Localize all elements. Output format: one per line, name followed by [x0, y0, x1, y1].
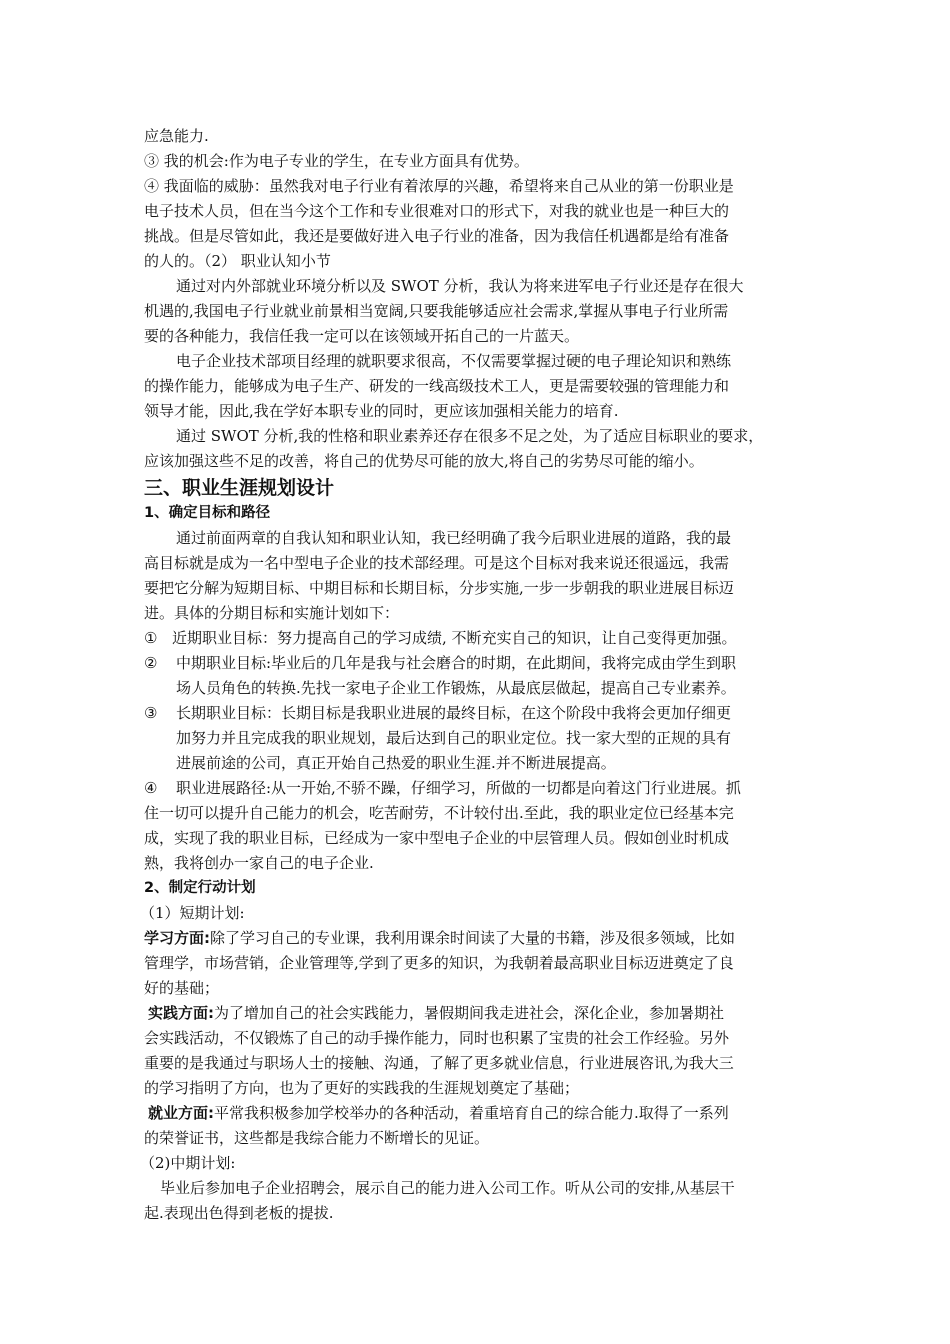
- text-line: 好的基础；: [144, 979, 220, 997]
- subsection-heading: 1、确定目标和路径: [144, 505, 271, 521]
- text-line: 通过 SWOT 分析,我的性格和职业素养还存在很多不足之处，为了适应目标职业的要求，: [176, 427, 764, 445]
- job-label: 就业方面:: [148, 1104, 214, 1122]
- text-line: 通过前面两章的自我认知和职业认知，我已经明确了我今后职业进展的道路，我的最: [176, 529, 732, 547]
- text-line: 管理学，市场营销，企业管理等,学到了更多的知识，为我朝着最高职业目标迈进奠定了良: [144, 954, 734, 972]
- list-item: 成，实现了我的职业目标，已经成为一家中型电子企业的中层管理人员。假如创业时机成: [144, 829, 730, 847]
- text-line: 电子企业技术部项目经理的就职要求很高，不仅需要掌握过硬的电子理论知识和熟练: [176, 352, 732, 370]
- list-number: ④: [144, 779, 158, 797]
- plan-heading: （1）短期计划:: [140, 904, 245, 922]
- list-item: 中期职业目标:毕业后的几年是我与社会磨合的时期，在此期间，我将完成由学生到职: [176, 654, 737, 672]
- paragraph-line: 实践方面:为了增加自己的社会实践能力，暑假期间我走进社会，深化企业，参加暑期社: [148, 1004, 725, 1022]
- list-item: 近期职业目标：努力提高自己的学习成绩, 不断充实自己的知识，让自己变得更加强。: [172, 629, 737, 647]
- list-item: 长期职业目标：长期目标是我职业进展的最终目标，在这个阶段中我将会更加仔细更: [176, 704, 732, 722]
- text-line: 要把它分解为短期目标、中期目标和长期目标，分步实施,一步一步朝我的职业进展目标迈: [144, 579, 734, 597]
- paragraph-line: 学习方面:除了学习自己的专业课，我利用课余时间读了大量的书籍，涉及很多领域，比如: [144, 929, 736, 947]
- text-line: 进。具体的分期目标和实施计划如下：: [144, 604, 400, 622]
- section-heading: 三、职业生涯规划设计: [144, 477, 335, 499]
- list-item: 场人员角色的转换.先找一家电子企业工作锻炼，从最底层做起，提高自己专业素养。: [176, 679, 736, 697]
- text-line: 机遇的,我国电子行业就业前景相当宽阔,只要我能够适应社会需求,掌握从事电子行业所需: [144, 302, 729, 320]
- text-line: 毕业后参加电子企业招聘会，展示自己的能力进入公司工作。听从公司的安排,从基层干: [160, 1179, 735, 1197]
- paragraph-line: 就业方面:平常我积极参加学校举办的各种活动，着重培育自己的综合能力.取得了一系列: [148, 1104, 729, 1122]
- subsection-heading: 2、制定行动计划: [144, 880, 256, 896]
- list-number: ②: [144, 654, 158, 672]
- text-line: 起.表现出色得到老板的提拔.: [144, 1204, 334, 1222]
- list-number: ③: [144, 704, 158, 722]
- list-item: 熟，我将创办一家自己的电子企业.: [144, 854, 374, 872]
- list-number: ①: [144, 629, 158, 647]
- text-line: 电子技术人员，但在当今这个工作和专业很难对口的形式下，对我的就业也是一种巨大的: [144, 202, 730, 220]
- practice-label: 实践方面:: [148, 1004, 214, 1022]
- list-item: 加努力并且完成我的职业规划，最后达到自己的职业定位。找一家大型的正规的具有: [176, 729, 732, 747]
- text-line: 的学习指明了方向，也为了更好的实践我的生涯规划奠定了基础；: [144, 1079, 580, 1097]
- text-line: 要的各种能力，我信任我一定可以在该领域开拓自己的一片蓝天。: [144, 327, 580, 345]
- text-line: 通过对内外部就业环境分析以及 SWOT 分析，我认为将来进军电子行业还是存在很大: [176, 277, 744, 295]
- text-line: 应急能力.: [144, 127, 209, 145]
- text-line: 的荣誉证书，这些都是我综合能力不断增长的见证。: [144, 1129, 490, 1147]
- list-item: 住一切可以提升自己能力的机会，吃苦耐劳，不计较付出.至此，我的职业定位已经基本完: [144, 804, 734, 822]
- list-item: 进展前途的公司，真正开始自己热爱的职业生涯.并不断进展提高。: [176, 754, 616, 772]
- list-item: 职业进展路径:从一开始,不骄不躁，仔细学习，所做的一切都是向着这门行业进展。抓: [176, 779, 741, 797]
- study-label: 学习方面:: [144, 929, 210, 947]
- text-line: 重要的是我通过与职场人士的接触、沟通，了解了更多就业信息，行业进展咨讯,为我大三: [144, 1054, 734, 1072]
- text-line: ④ 我面临的威胁：虽然我对电子行业有着浓厚的兴趣，希望将来自己从业的第一份职业是: [144, 177, 734, 195]
- text-line: 的操作能力，能够成为电子生产、研发的一线高级技术工人，更是需要较强的管理能力和: [144, 377, 730, 395]
- text-line: 领导才能，因此,我在学好本职专业的同时，更应该加强相关能力的培育.: [144, 402, 619, 420]
- text-line: 高目标就是成为一名中型电子企业的技术部经理。可是这个目标对我来说还很遥远，我需: [144, 554, 730, 572]
- text-line: 挑战。但是尽管如此，我还是要做好进入电子行业的准备，因为我信任机遇都是给有准备: [144, 227, 730, 245]
- plan-heading: （2)中期计划:: [140, 1154, 236, 1172]
- text-line: 应该加强这些不足的改善，将自己的优势尽可能的放大,将自己的劣势尽可能的缩小。: [144, 452, 704, 470]
- text-line: 会实践活动，不仅锻炼了自己的动手操作能力，同时也积累了宝贵的社会工作经验。另外: [144, 1029, 730, 1047]
- text-line: ③ 我的机会:作为电子专业的学生，在专业方面具有优势。: [144, 152, 529, 170]
- text-line: 的人的。（2） 职业认知小节: [144, 252, 331, 270]
